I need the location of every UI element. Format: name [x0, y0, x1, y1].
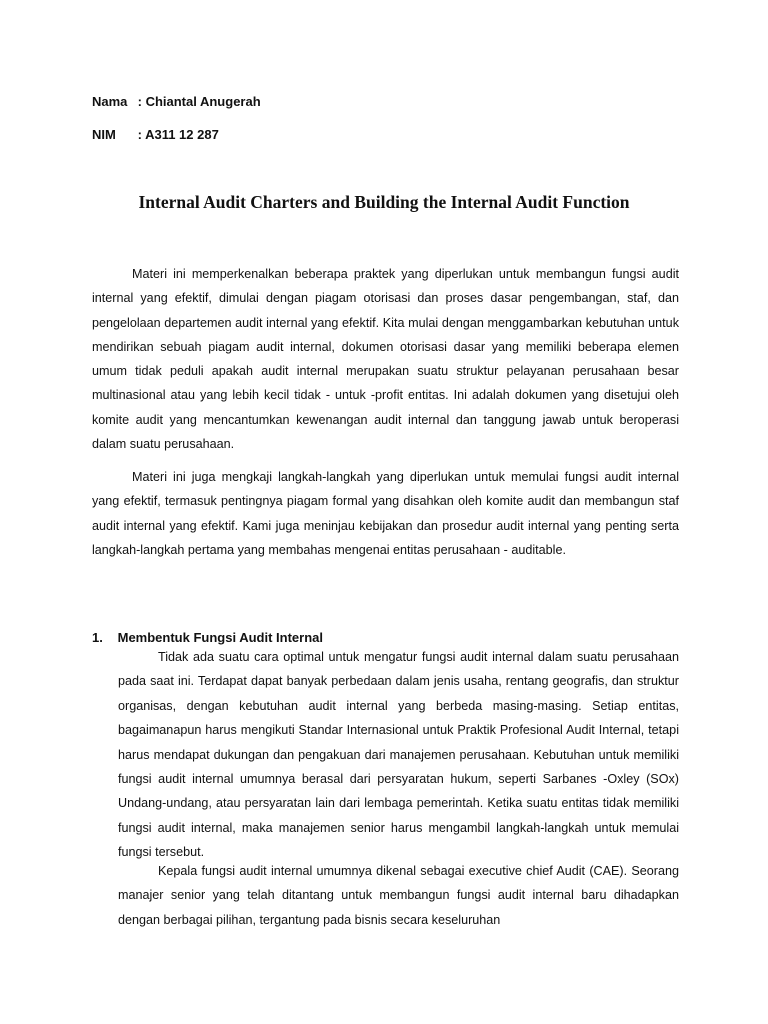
- student-nim-row: [92, 127, 219, 142]
- name-label: Nama: [92, 94, 128, 109]
- intro-paragraph-1: Materi ini memperkenalkan beberapa praktek yang diperlukan untuk membangun fungsi audit internal yang efektif, dimulai dengan piagam otorisasi dan proses dasar pengembangan, staf, dan pengelolaan departemen audit internal yang efektif. Kita mulai dengan menggambarkan kebutuhan untuk mendirikan sebuah piagam audit internal, dokumen otorisasi dasar yang memiliki beberapa elemen umum tidak peduli apakah audit internal merupakan suatu struktur pelayanan perusahaan besar multinasional atau yang lebih kecil tidak - untuk -profit entitas. Ini adalah dokumen yang disetujui oleh komite audit yang mencantumkan kewenangan audit internal dan tanggung jawab untuk beroperasi dalam suatu perusahaan.: [92, 267, 679, 452]
- name-value: : Chiantal Anugerah: [137, 94, 261, 109]
- section-1-paragraph-2: Kepala fungsi audit internal umumnya dikenal sebagai executive chief Audit (CAE). Seorang manajer senior yang telah ditantang untuk membangun fungsi audit internal baru dihadapkan dengan berbagai pilihan, tergantung pada bisnis secara keseluruhan: [118, 864, 679, 927]
- intro-paragraph-2: Materi ini juga mengkaji langkah-langkah yang diperlukan untuk memulai fungsi audit internal yang efektif, termasuk pentingnya piagam formal yang disahkan oleh komite audit dan membangun staf audit internal yang efektif. Kami juga meninjau kebijakan dan prosedur audit internal yang penting serta langkah-langkah pertama yang membahas mengenai entitas perusahaan - auditable.: [92, 470, 679, 557]
- document-title: Internal Audit Charters and Building the Internal Audit Function: [138, 192, 630, 212]
- nim-label: NIM: [92, 127, 116, 142]
- section-1-number: 1.: [92, 630, 103, 645]
- section-1-heading: [92, 630, 323, 645]
- section-1-paragraph-1: Tidak ada suatu cara optimal untuk mengatur fungsi audit internal dalam suatu perusahaan pada saat ini. Terdapat dapat banyak perbedaan dalam jenis usaha, rentang geografis, dan struktur organisas, dengan kebutuhan audit internal yang berbeda masing-masing. Setiap entitas, bagaimanapun harus mengikuti Standar Internasional untuk Praktik Profesional Audit Internal, tetapi harus mendapat dukungan dan pengakuan dari manajemen perusahaan. Kebutuhan untuk memiliki fungsi audit internal umumnya berasal dari persyaratan hukum, seperti Sarbanes -Oxley (SOx) Undang-undang, atau persyaratan lain dari lembaga pemerintah. Ketika suatu entitas tidak memiliki fungsi audit internal, maka manajemen senior harus mengambil langkah-langkah untuk memulai fungsi tersebut.: [118, 650, 679, 860]
- student-name-row: [92, 94, 261, 109]
- section-1-title: Membentuk Fungsi Audit Internal: [117, 630, 323, 645]
- nim-value: : A311 12 287: [137, 127, 219, 142]
